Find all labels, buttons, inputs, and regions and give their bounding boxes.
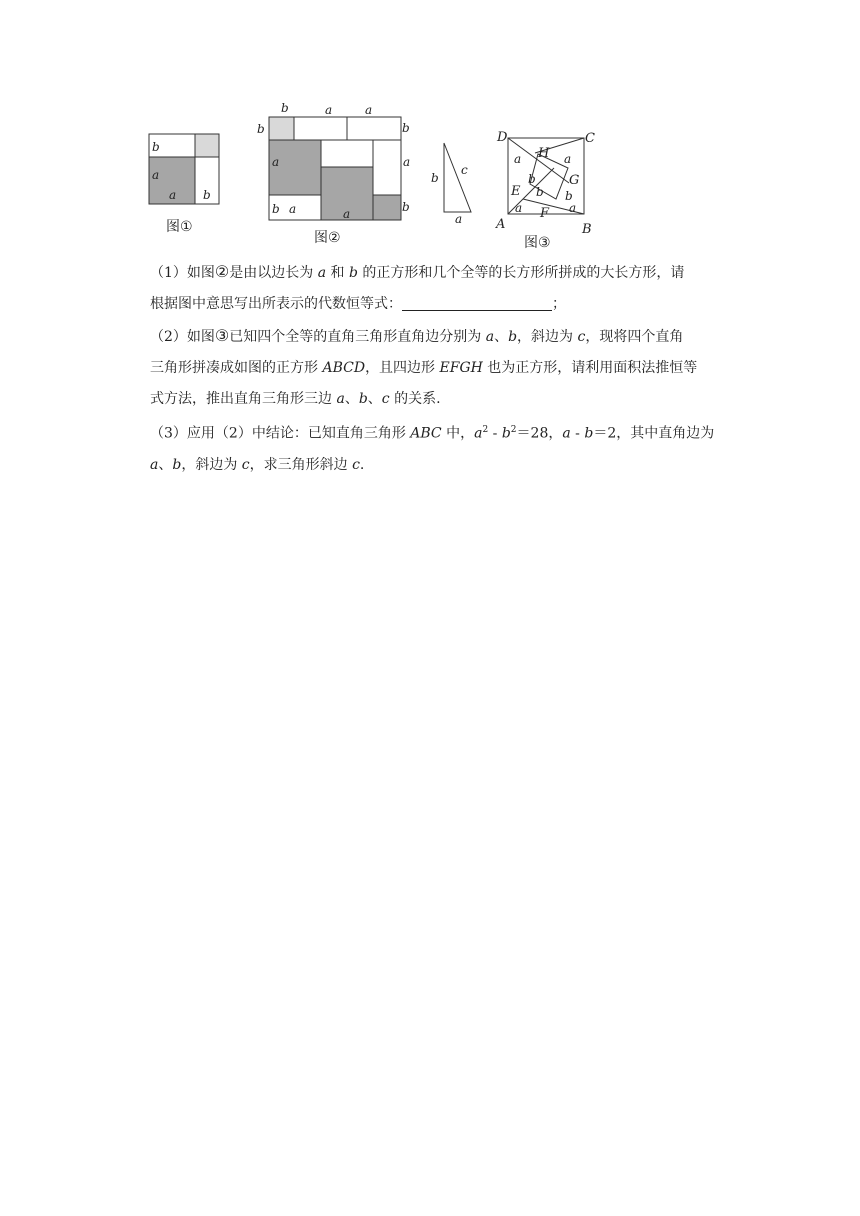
q1-line2: 根据图中意思写出所表示的代数恒等式： — [150, 296, 402, 312]
q3-eq1-minus: - — [488, 425, 502, 442]
q3-mid: 中， — [441, 425, 475, 442]
fig1-label-a-bottom: a — [169, 188, 177, 202]
q1-fig-ref: ② — [214, 262, 230, 281]
fig3-label-a1: a — [514, 152, 522, 166]
q1-text2: 和 — [326, 265, 349, 281]
q3-eq2-val: ＝2，其中直角边为 — [593, 425, 715, 442]
q2-line2c: 也为正方形，请利用面积法推恒等 — [482, 360, 698, 376]
q2-efgh: EFGH — [439, 360, 483, 376]
fig3-label-a4: a — [569, 201, 577, 215]
fig2-right-a: a — [403, 155, 411, 169]
fig3-vertex-F: F — [540, 206, 550, 221]
fig2-top-a1: a — [325, 103, 333, 117]
figure-3-caption: 图③ — [524, 235, 551, 251]
fig3-label-b2: b — [536, 185, 544, 199]
q2-text2: ，斜边为 — [517, 329, 578, 345]
q2-line2a: 三角形拼凑成如图的正方形 — [150, 360, 323, 376]
q2-var-b: b — [508, 329, 518, 345]
figure-2 — [255, 100, 415, 222]
fig2-top-b: b — [281, 101, 289, 115]
fig3-vertex-A: A — [496, 217, 506, 232]
q2-prefix: （2）如图 — [150, 329, 215, 345]
q2-line2b: ，且四边形 — [365, 360, 440, 376]
q3-eq2-rest: - — [570, 425, 585, 442]
q3-line2a: a — [150, 456, 159, 473]
fig3-vertex-H: H — [538, 146, 550, 161]
triangle-c: c — [461, 163, 468, 177]
q3-eq1-b: b — [501, 425, 511, 442]
q1-answer-blank[interactable] — [402, 296, 552, 311]
fig3-label-b3: b — [565, 189, 573, 203]
q1-tail: ； — [552, 296, 566, 312]
q2-var-a: a — [485, 329, 495, 345]
q3-line2h: . — [359, 456, 365, 473]
q2-fig-ref: ③ — [214, 326, 230, 345]
fig2-left-b: b — [257, 122, 265, 136]
fig3-label-a2: a — [564, 152, 572, 166]
q2-abcd: ABCD — [322, 360, 366, 376]
q3-eq1-exp: 2 — [482, 425, 489, 435]
q2-var-c: c — [577, 329, 586, 345]
q3-abc: ABC — [410, 425, 442, 442]
q3-eq1-a: a — [474, 425, 483, 442]
triangle-b: b — [431, 171, 439, 185]
q3-line2d: ，斜边为 — [181, 456, 242, 473]
fig2-bottom-b: b — [272, 202, 280, 216]
q3-eq2-a: a — [562, 425, 571, 442]
q2-text3: ，现将四个直角 — [585, 329, 684, 345]
fig3-vertex-G: G — [569, 173, 580, 188]
q3-line2b: 、 — [158, 456, 173, 473]
figure-2-caption: 图② — [314, 230, 341, 246]
fig1-label-b-bottom: b — [203, 188, 211, 202]
fig2-left-a: a — [272, 155, 280, 169]
fig2-right-b-top: b — [402, 121, 410, 135]
q3-eq1-val: ＝28， — [516, 425, 563, 442]
question-1 — [150, 256, 732, 289]
q1-var-b: b — [348, 265, 358, 281]
question-2-line3: 式方法，推出直角三角形三边 a、b、c 的关系. — [150, 391, 441, 407]
right-triangle — [425, 140, 485, 225]
q2-sep: 、 — [494, 329, 509, 345]
question-1-line2 — [150, 289, 732, 320]
question-3 — [150, 415, 732, 450]
fig2-bottom-a: a — [289, 202, 297, 216]
fig1-label-a: a — [152, 168, 160, 182]
q2-line3b: 的关系. — [389, 391, 441, 407]
question-2-line2 — [150, 353, 732, 384]
q3-eq2-b: b — [584, 425, 594, 442]
fig3-vertex-E: E — [511, 184, 521, 199]
fig3-vertex-C: C — [585, 131, 595, 146]
q2-line3a: 式方法，推出直角三角形三边 — [150, 391, 337, 407]
q2-line3-c: c — [381, 391, 390, 407]
q1-text3: 的正方形和几个全等的长方形所拼成的大长方形，请 — [357, 265, 685, 281]
question-block — [150, 256, 732, 481]
fig2-right-b-bottom: b — [402, 200, 410, 214]
figure-1 — [148, 133, 220, 205]
triangle-a: a — [455, 212, 463, 225]
q2-line3-b: b — [358, 391, 368, 407]
q3-line2f: ，求三角形斜边 — [249, 456, 353, 473]
fig2-inner-a: a — [343, 207, 351, 221]
q3-line2e: c — [241, 456, 250, 473]
fig1-label-b: b — [152, 140, 160, 154]
figure-3 — [490, 128, 600, 236]
fig3-vertex-B: B — [582, 222, 592, 236]
q1-var-a: a — [317, 265, 327, 281]
q1-text1: 是由以边长为 — [229, 265, 318, 281]
figure-1-caption: 图① — [166, 219, 193, 235]
q3-eq1-exp2: 2 — [510, 425, 517, 435]
q2-line3-a: a — [336, 391, 345, 407]
fig3-vertex-D: D — [497, 130, 508, 145]
q1-prefix: （1）如图 — [150, 265, 215, 281]
q3-prefix: （3）应用（2）中结论：已知直角三角形 — [150, 425, 411, 442]
fig3-label-a3: a — [515, 201, 523, 215]
q3-line2g: c — [352, 456, 360, 473]
q2-text1: 已知四个全等的直角三角形直角边分别为 — [229, 329, 486, 345]
q3-line2c: b — [172, 456, 182, 473]
fig3-label-b1: b — [528, 172, 536, 186]
question-2 — [150, 320, 732, 353]
fig2-top-a2: a — [365, 103, 373, 117]
question-3-line2 — [150, 450, 732, 481]
